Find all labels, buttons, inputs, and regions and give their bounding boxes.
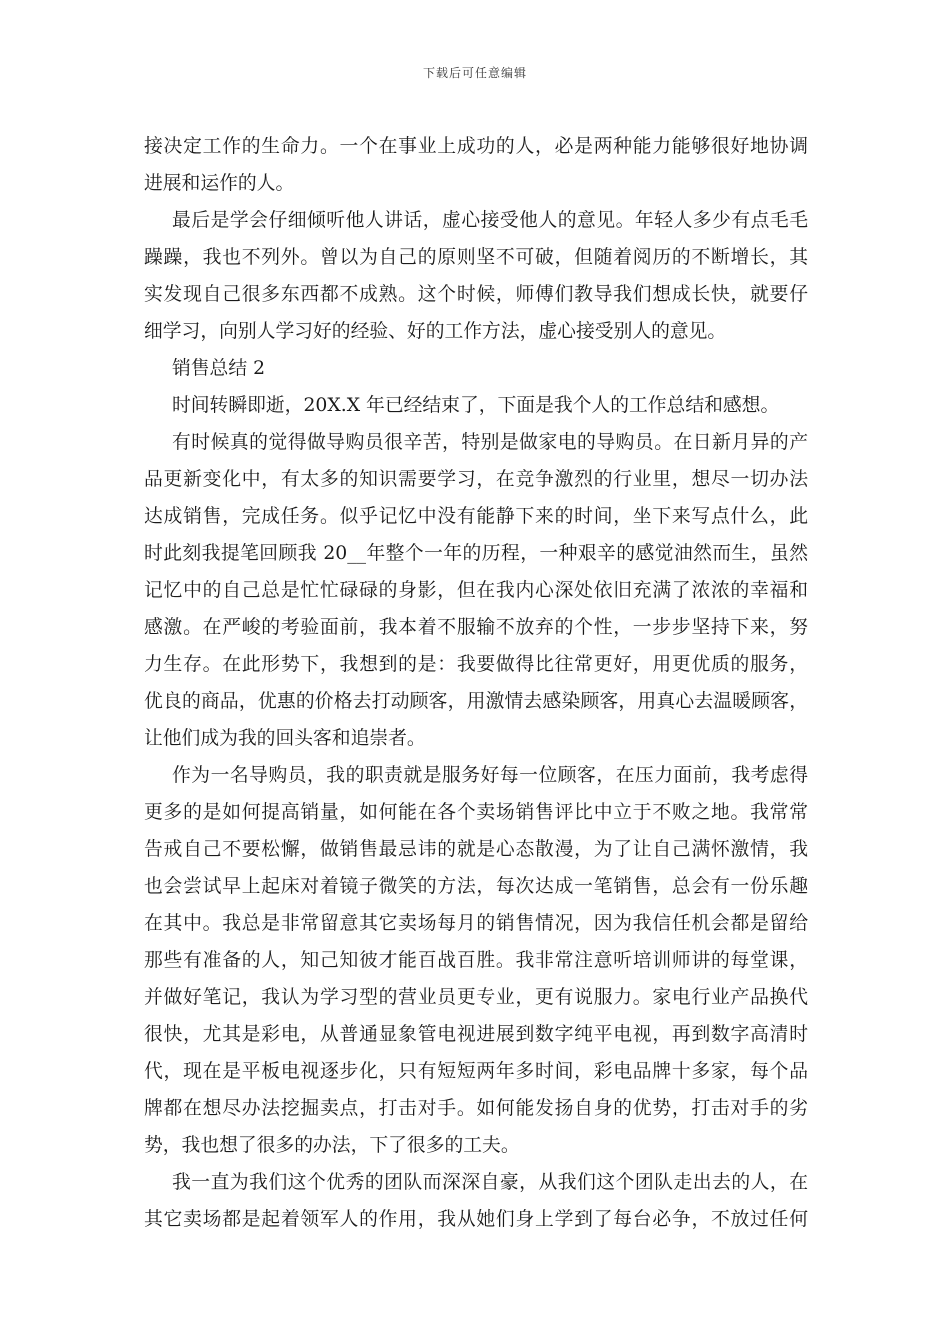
text-line: 那些有准备的人，知己知彼才能百战百胜。我非常注意听培训师讲的每堂课，	[144, 950, 808, 971]
text-line: 感激。在严峻的考验面前，我本着不服输不放弃的个性，一步步坚持下来，努	[144, 617, 808, 638]
text-line: 品更新变化中，有太多的知识需要学习，在竞争激烈的行业里，想尽一切办法	[144, 469, 808, 490]
text-line: 最后是学会仔细倾听他人讲话，虚心接受他人的意见。年轻人多少有点毛毛	[172, 210, 808, 231]
text-line: 告戒自己不要松懈，做销售最忌讳的就是心态散漫，为了让自己满怀激情，我	[144, 839, 808, 860]
text-line: 记忆中的自己总是忙忙碌碌的身影，但在我内心深处依旧充满了浓浓的幸福和	[144, 580, 808, 601]
text-line: 力生存。在此形势下，我想到的是：我要做得比往常更好，用更优质的服务，	[144, 654, 808, 675]
text-line: 我一直为我们这个优秀的团队而深深自豪，从我们这个团队走出去的人，在	[172, 1172, 808, 1193]
text-line: 牌都在想尽办法挖掘卖点，打击对手。如何能发扬自身的优势，打击对手的劣	[144, 1098, 808, 1119]
text-line: 作为一名导购员，我的职责就是服务好每一位顾客，在压力面前，我考虑得	[172, 765, 808, 786]
text-line: 躁躁，我也不列外。曾以为自己的原则坚不可破，但随着阅历的不断增长，其	[144, 247, 808, 268]
text-line: 优良的商品，优惠的价格去打动顾客，用激情去感染顾客，用真心去温暖顾客，	[144, 691, 808, 712]
text-line: 更多的是如何提高销量，如何能在各个卖场销售评比中立于不败之地。我常常	[144, 802, 808, 823]
text-line: 并做好笔记，我认为学习型的营业员更专业，更有说服力。家电行业产品换代	[144, 987, 808, 1008]
document-body	[144, 128, 808, 1238]
text-line: 时间转瞬即逝，20X.X 年已经结束了，下面是我个人的工作总结和感想。	[172, 395, 780, 416]
text-line: 进展和运作的人。	[144, 173, 295, 194]
text-line: 其它卖场都是起着领军人的作用，我从她们身上学到了每台必争，不放过任何	[144, 1209, 808, 1230]
text-line: 接决定工作的生命力。一个在事业上成功的人，必是两种能力能够很好地协调	[144, 136, 808, 157]
text-line: 销售总结 2	[172, 358, 266, 379]
text-line: 也会尝试早上起床对着镜子微笑的方法，每次达成一笔销售，总会有一份乐趣	[144, 876, 808, 897]
text-line: 很快，尤其是彩电，从普通显象管电视进展到数字纯平电视，再到数字高清时	[144, 1024, 808, 1045]
text-line: 达成销售，完成任务。似乎记忆中没有能静下来的时间，坐下来写点什么，此	[144, 506, 808, 527]
text-line: 时此刻我提笔回顾我 20__年整个一年的历程，一种艰辛的感觉油然而生，虽然	[144, 543, 808, 564]
text-line: 势，我也想了很多的办法，下了很多的工夫。	[144, 1135, 520, 1156]
text-line: 在其中。我总是非常留意其它卖场每月的销售情况，因为我信任机会都是留给	[144, 913, 808, 934]
text-line: 细学习，向别人学习好的经验、好的工作方法，虚心接受别人的意见。	[144, 321, 727, 342]
text-line: 有时候真的觉得做导购员很辛苦，特别是做家电的导购员。在日新月异的产	[172, 432, 808, 453]
text-line: 实发现自己很多东西都不成熟。这个时候，师傅们教导我们想成长快，就要仔	[144, 284, 808, 305]
page-header: 下载后可任意编辑	[422, 66, 527, 80]
text-line: 代，现在是平板电视逐步化，只有短短两年多时间，彩电品牌十多家，每个品	[144, 1061, 808, 1082]
text-line: 让他们成为我的回头客和追崇者。	[144, 728, 426, 749]
